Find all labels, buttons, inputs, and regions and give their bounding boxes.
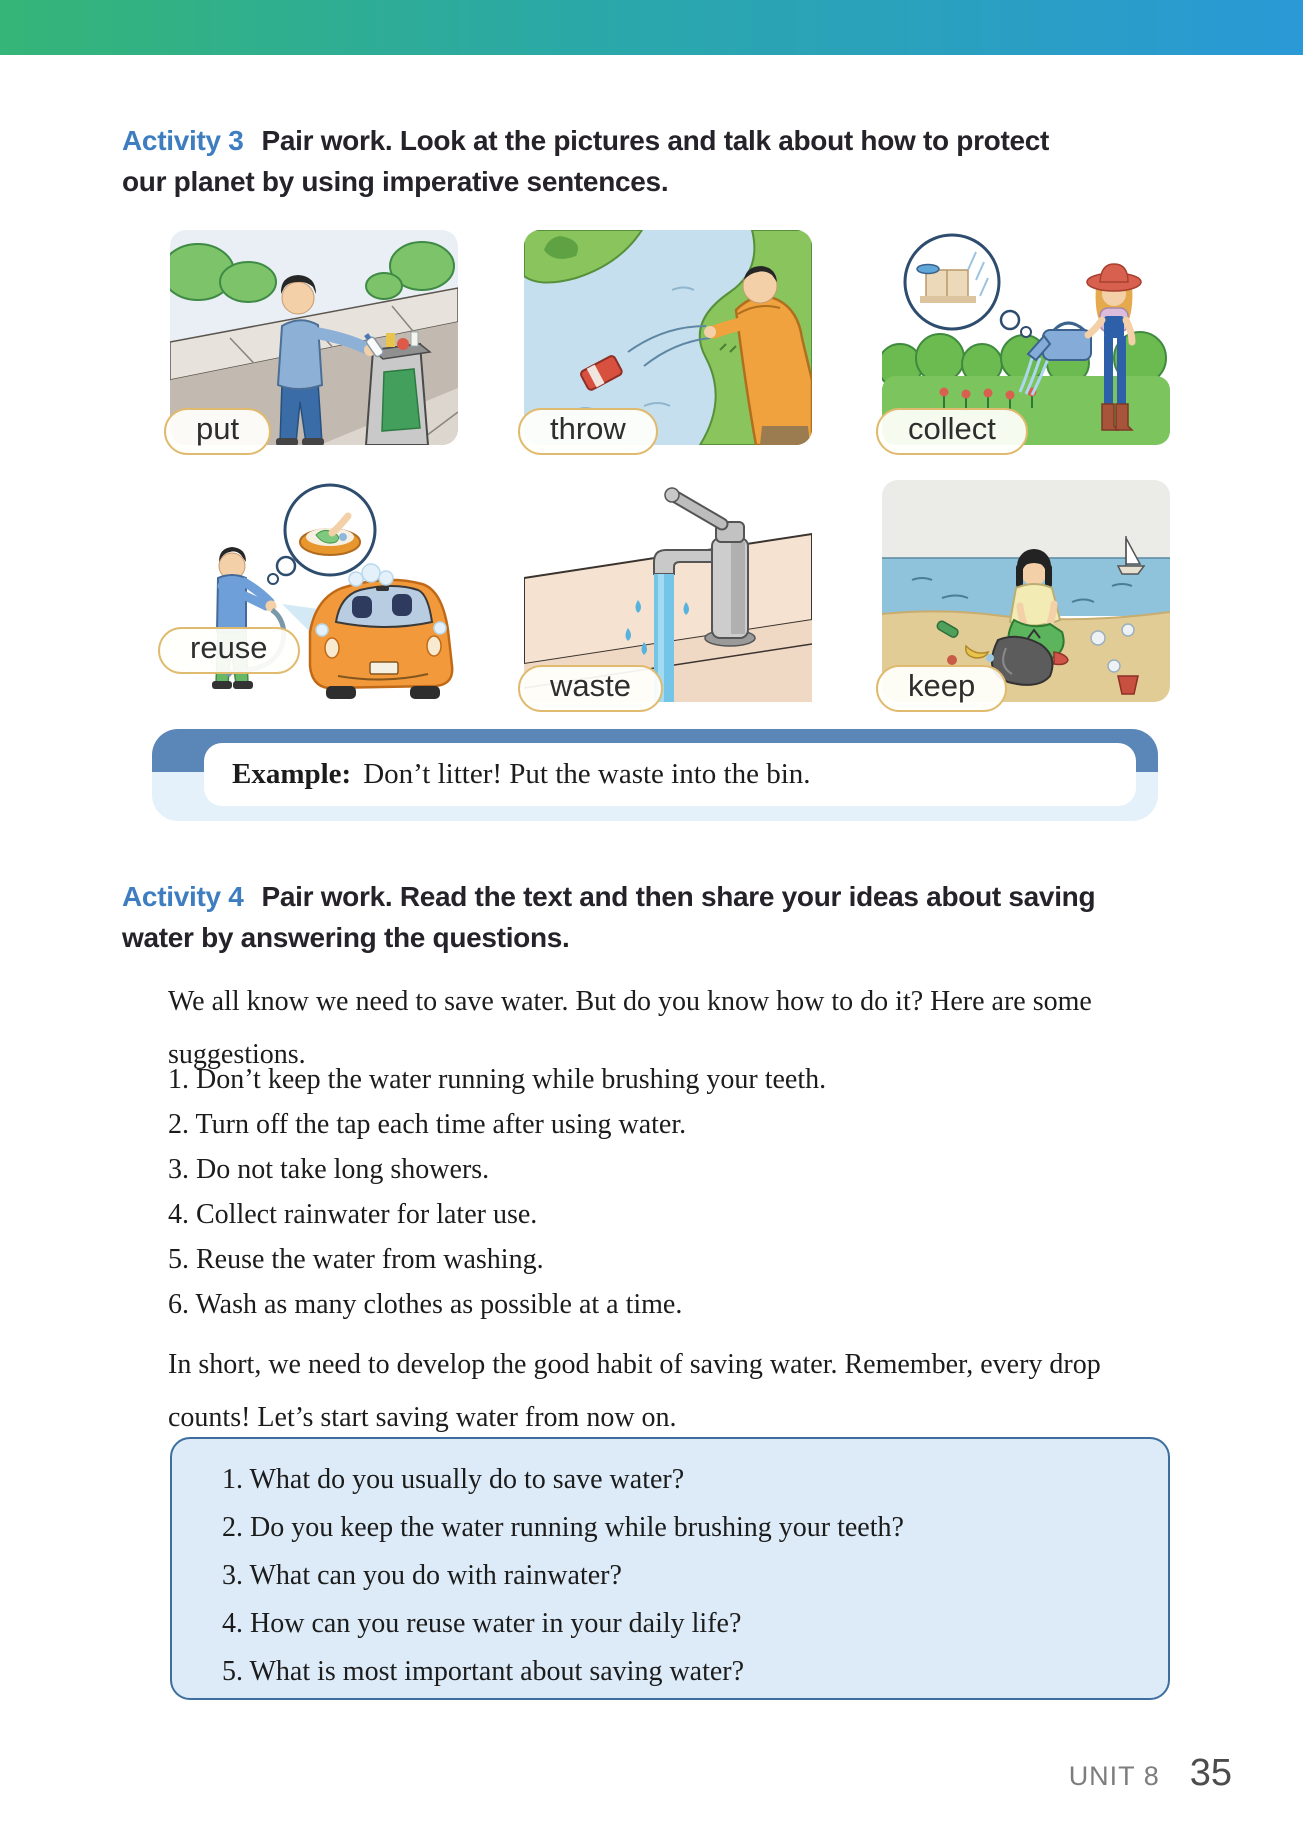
unit-label: UNIT 8 bbox=[1068, 1761, 1160, 1791]
thought-bubble-washing bbox=[268, 485, 375, 584]
question-item: 2. Do you keep the water running while brushing your teeth? bbox=[222, 1512, 904, 1543]
suggestion-item: 3. Do not take long showers. bbox=[168, 1154, 490, 1185]
page-header-band bbox=[0, 0, 1303, 55]
card-collect bbox=[882, 230, 1170, 445]
suggestion-item: 6. Wash as many clothes as possible at a time. bbox=[168, 1289, 683, 1320]
suggestion-item: 2. Turn off the tap each time after using water. bbox=[168, 1109, 687, 1140]
question-item: 5. What is most important about saving water? bbox=[222, 1656, 745, 1687]
car bbox=[310, 564, 452, 699]
example-inner-panel bbox=[204, 743, 1136, 806]
card-label-keep: keep bbox=[876, 665, 1007, 712]
question-item: 1. What do you usually do to save water? bbox=[222, 1464, 685, 1495]
thought-bubble-rainwater bbox=[905, 235, 1031, 337]
card-label-put: put bbox=[164, 408, 271, 455]
activity3-heading-line1 bbox=[122, 120, 1049, 161]
question-item: 3. What can you do with rainwater? bbox=[222, 1560, 622, 1591]
card-reuse bbox=[170, 480, 458, 702]
activity3-label: Activity 3 bbox=[122, 125, 244, 156]
suggestion-item: 5. Reuse the water from washing. bbox=[168, 1244, 544, 1275]
card-throw bbox=[524, 230, 812, 445]
picture-cards bbox=[170, 230, 1180, 705]
card-label-throw: throw bbox=[518, 408, 658, 455]
card-label-reuse: reuse bbox=[158, 627, 300, 674]
reading-outro bbox=[168, 1338, 1101, 1444]
suggestion-item: 1. Don’t keep the water running while brushing your teeth. bbox=[168, 1064, 827, 1095]
outro-line: In short, we need to develop the good habit of saving water. Remember, every drop bbox=[168, 1349, 1101, 1380]
example-box bbox=[152, 729, 1158, 821]
activity4-heading-line1 bbox=[122, 876, 1095, 917]
activity4-label: Activity 4 bbox=[122, 881, 244, 912]
intro-line: We all know we need to save water. But do you know how to do it? Here are some bbox=[168, 986, 1092, 1017]
card-put bbox=[170, 230, 458, 445]
activity3-heading bbox=[122, 120, 1049, 202]
activity4-title-line1: Pair work. Read the text and then share your ideas about saving bbox=[261, 881, 1096, 912]
activity3-title-line2: our planet by using imperative sentences. bbox=[122, 166, 669, 197]
suggestion-list bbox=[168, 1057, 826, 1327]
suggestion-item: 4. Collect rainwater for later use. bbox=[168, 1199, 538, 1230]
card-label-waste: waste bbox=[518, 665, 663, 712]
activity4-heading bbox=[122, 876, 1095, 958]
activity3-title-line1: Pair work. Look at the pictures and talk about how to protect bbox=[261, 125, 1050, 156]
question-box bbox=[170, 1437, 1170, 1700]
page-number: 35 bbox=[1189, 1752, 1232, 1794]
example-label: Example: bbox=[232, 758, 352, 790]
question-item: 4. How can you reuse water in your daily life? bbox=[222, 1608, 742, 1639]
outro-line: counts! Let’s start saving water from now on. bbox=[168, 1402, 677, 1433]
card-label-collect: collect bbox=[876, 408, 1028, 455]
card-keep bbox=[882, 480, 1170, 702]
example-text: Don’t litter! Put the waste into the bin. bbox=[363, 758, 811, 790]
intro-line: suggestions. bbox=[168, 1039, 306, 1070]
activity4-title-line2: water by answering the questions. bbox=[122, 922, 570, 953]
page-footer bbox=[1069, 1752, 1232, 1795]
card-waste bbox=[524, 480, 812, 702]
